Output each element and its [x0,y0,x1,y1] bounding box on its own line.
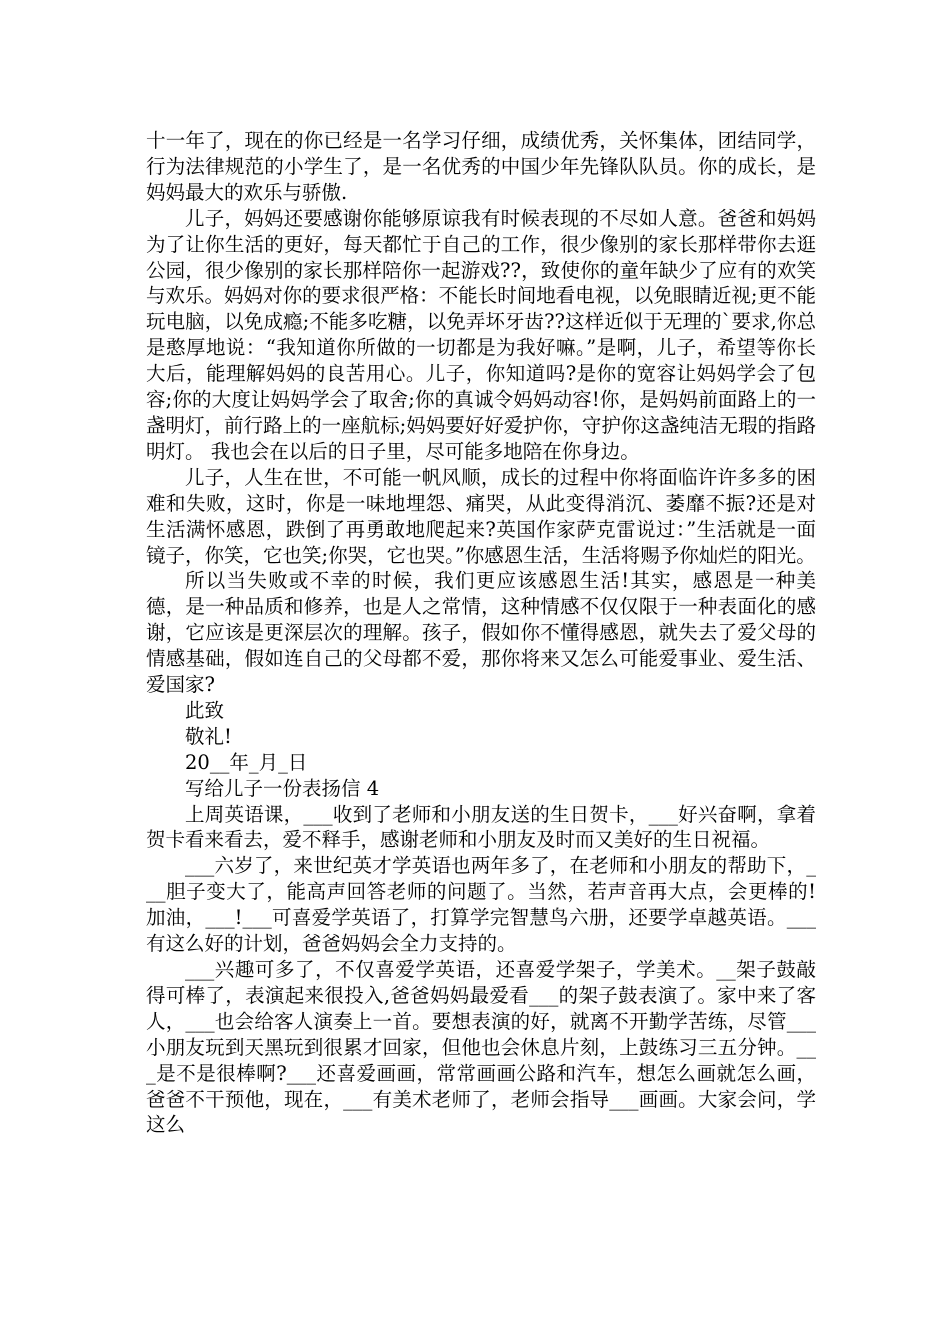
section-title: 写给儿子一份表扬信 4 [185,776,380,800]
closing-jing-li: 敬礼! [185,724,232,748]
closing-date: 20__年_月_日 [185,750,308,774]
paragraph-6: ___六岁了，来世纪英才学英语也两年多了，在老师和小朋友的帮助下，___胆子变大了，能高声回答老师的问题了。当然，若声音再大点，会更棒的!加油，___!___可喜爱学英语了，打算学完智慧鸟六册，还要学卓越英语。___有这么好的计划，爸爸妈妈会全力支持的。 [146,854,816,956]
paragraph-3: 儿子，人生在世，不可能一帆风顺，成长的过程中你将面临许许多多的困难和失败，这时，你是一味地埋怨、痛哭，从此变得消沉、萎靡不振?还是对生活满怀感恩，跌倒了再勇敢地爬起来?英国作家萨克雷说过：”生活就是一面镜子，你笑，它也笑;你哭，它也哭。”你感恩生活，生活将赐予你灿烂的阳光。 [146,465,816,567]
paragraph-5: 上周英语课，___收到了老师和小朋友送的生日贺卡，___好兴奋啊，拿着贺卡看来看去，爱不释手，感谢老师和小朋友及时而又美好的生日祝福。 [146,802,816,852]
paragraph-4: 所以当失败或不幸的时候，我们更应该感恩生活!其实，感恩是一种美德，是一种品质和修养，也是人之常情，这种情感不仅仅限于一种表面化的感谢，它应该是更深层次的理解。孩子，假如你不懂得感恩，就失去了爱父母的情感基础，假如连自己的父母都不爱，那你将来又怎么可能爱事业、爱生活、爱国家? [146,569,816,697]
closing-ci-zhi: 此致 [185,698,225,722]
paragraph-2: 儿子，妈妈还要感谢你能够原谅我有时候表现的不尽如人意。爸爸和妈妈为了让你生活的更好，每天都忙于自己的工作，很少像别的家长那样带你去逛公园，很少像别的家长那样陪你一起游戏??，致使你的童年缺少了应有的欢笑与欢乐。妈妈对你的要求很严格：不能长时间地看电视，以免眼睛近视;更不能玩电脑，以免成瘾;不能多吃糖，以免弄坏牙齿??这样近似于无理的`要求,你总是憨厚地说：“我知道你所做的一切都是为我好嘛。”是啊，儿子，希望等你长大后，能理解妈妈的良苦用心。儿子，你知道吗?是你的宽容让妈妈学会了包容;你的大度让妈妈学会了取舍;你的真诚令妈妈动容!你，是妈妈前面路上的一盏明灯，前行路上的一座航标;妈妈要好好爱护你，守护你这盏纯洁无瑕的指路明灯。 我也会在以后的日子里，尽可能多地陪在你身边。 [146,206,816,463]
paragraph-7: ___兴趣可多了，不仅喜爱学英语，还喜爱学架子，学美术。__架子鼓敲得可棒了，表演起来很投入,爸爸妈妈最爱看___的架子鼓表演了。家中来了客人，___也会给客人演奏上一首。要想表演的好，就离不开勤学苦练，尽管___小朋友玩到天黑玩到很累才回家，但他也会休息片刻，上鼓练习三五分钟。___是不是很棒啊?___还喜爱画画，常常画画公路和汽车，想怎么画就怎么画，爸爸不干预他，现在，___有美术老师了，老师会指导___画画。大家会问，学这么 [146,958,816,1137]
paragraph-1: 十一年了，现在的你已经是一名学习仔细，成绩优秀，关怀集体，团结同学，行为法律规范的小学生了，是一名优秀的中国少年先锋队队员。你的成长，是妈妈最大的欢乐与骄傲. [146,129,816,204]
letter-body [146,128,816,1138]
